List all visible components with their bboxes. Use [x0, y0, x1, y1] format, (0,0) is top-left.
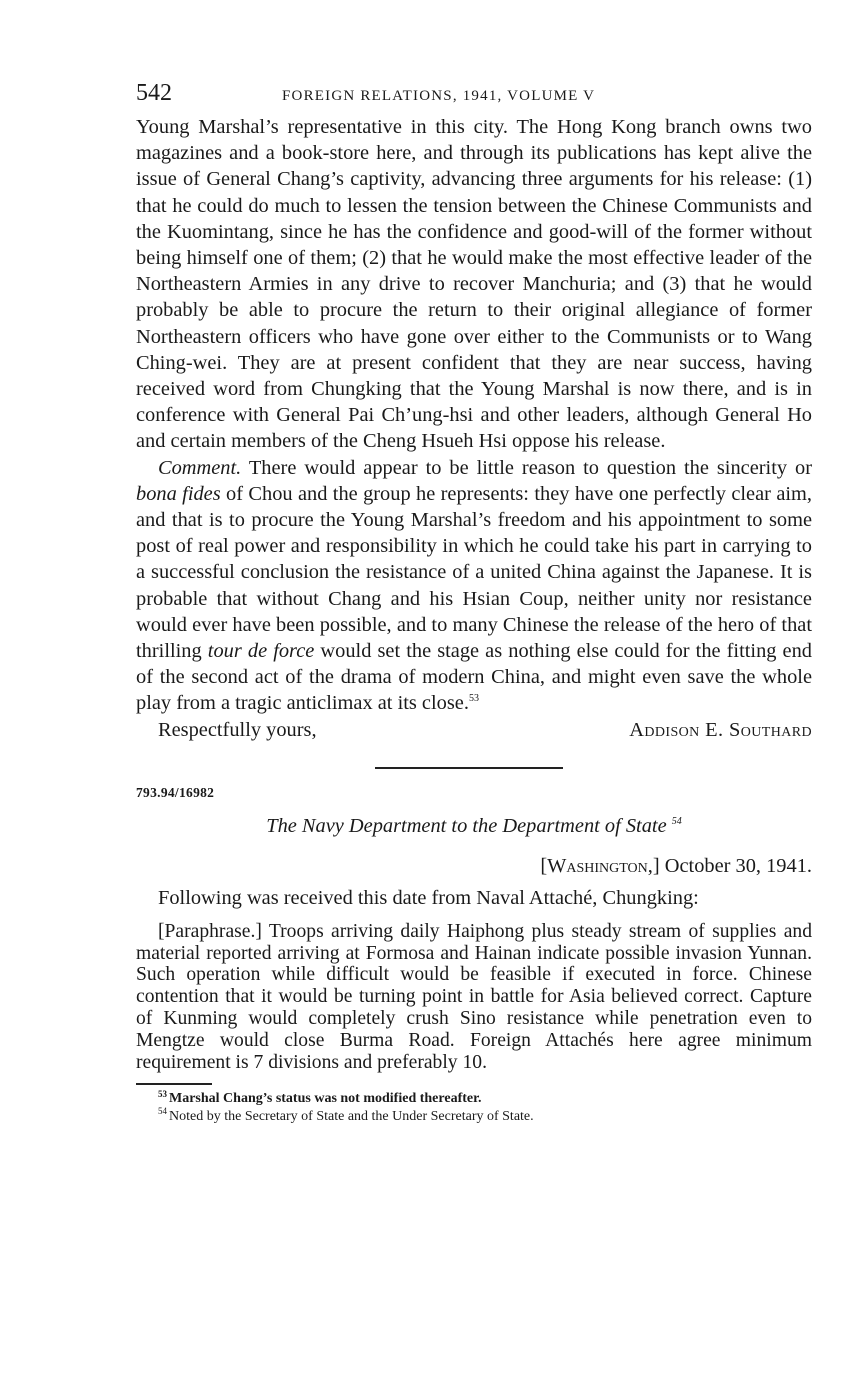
comment-label: Comment. [158, 456, 242, 479]
comment-italic-1: bona fides [136, 482, 221, 505]
document-title [136, 813, 812, 839]
document-title-text: The Navy Department to the Department of State [266, 814, 667, 837]
footnote-ref-54: 54 [671, 816, 682, 828]
header-title: FOREIGN RELATIONS, 1941, VOLUME V [282, 88, 596, 104]
dateline [136, 853, 812, 879]
paraphrase-telegram: [Paraphrase.] Troops arriving daily Haiphong plus steady stream of supplies and material reported arriving at Formosa and Hainan indicate possible invasion Yunnan. Such operation while difficult would be feasible if executed in force. Chinese contention that it would be turning point in battle for Asia believed correct. Capture of Kunming would completely crush Sino resistance while penetration even to Mengtze would close Burma Road. Foreign Attachés here agree minimum requirement is 7 divisions and preferably 10. [136, 920, 812, 1073]
footnote-mark: 53 [158, 1088, 167, 1099]
comment-text-1: There would appear to be little reason to question the sincerity or [241, 456, 812, 479]
paragraph-1: Young Marshal’s representative in this city. The Hong Kong branch owns two magazines and a book-store here, and through its publications has kept alive the issue of General Chang’s captivity, advancing three arguments for his release: (1) that he could do much to lessen the tension between the Chinese Communists and the Kuomintang, since he has the confidence and good-will of the former without being himself one of them; (2) that he would make the most effective leader of the Northeastern Armies in any drive to recover Manchuria; and (3) that he would probably be able to procure the return to their original allegiance of former Northeastern officers who have gone over either to the Communists or to Wang Ching-wei. They are at present confident that they are near success, having received word from Chungking that the Young Marshal is now there, and is in conference with General Pai Ch’ung-hsi and other leaders, although General Ho and certain members of the Cheng Hsueh Hsi oppose his release. [136, 116, 812, 453]
footnote-mark: 54 [158, 1106, 167, 1117]
letter-body [136, 114, 812, 717]
footnote-rule [136, 1083, 212, 1085]
comment-text-2: of Chou and the group he represents: they have one perfectly clear aim, and that is to procure the Young Marshal’s freedom and his appointment to some post of real power and responsibility in which he could take his part in carrying to a successful conclusion the resistance of a united China against the Japanese. It is probable that without Chang and his Hsian Coup, neither unity nor resistance would ever have been possible, and to many Chinese the release of the hero of that thrilling [136, 482, 812, 663]
dateline-place: [Washington,] [540, 854, 660, 877]
file-number: 793.94/16982 [136, 784, 215, 800]
section-divider [375, 767, 563, 769]
page-number: 542 [136, 80, 172, 106]
running-head [136, 80, 812, 114]
dateline-date: October 30, 1941. [659, 854, 812, 877]
closing: Respectfully yours, [158, 718, 317, 741]
footnote-text: Noted by the Secretary of State and the Under Secretary of State. [169, 1108, 534, 1124]
signature: Addison E. Southard [629, 718, 812, 741]
comment-text-3: would set the stage as nothing else could for the fitting end of the second act of the drama of modern China, and might even save the whole play from a tragic anticlimax at its close. [136, 640, 813, 715]
comment-paragraph [136, 455, 812, 717]
footnote-53 [158, 1090, 812, 1108]
document-page [136, 80, 812, 1125]
footnotes [136, 1090, 812, 1125]
comment-italic-2: tour de force [207, 640, 315, 663]
footnote-ref-53: 53 [468, 693, 479, 705]
lead-sentence: Following was received this date from Naval Attaché, Chungking: [158, 886, 699, 909]
footnote-54 [158, 1108, 812, 1126]
footnote-text: Marshal Chang’s status was not modified thereafter. [169, 1091, 482, 1107]
signoff [136, 717, 812, 743]
